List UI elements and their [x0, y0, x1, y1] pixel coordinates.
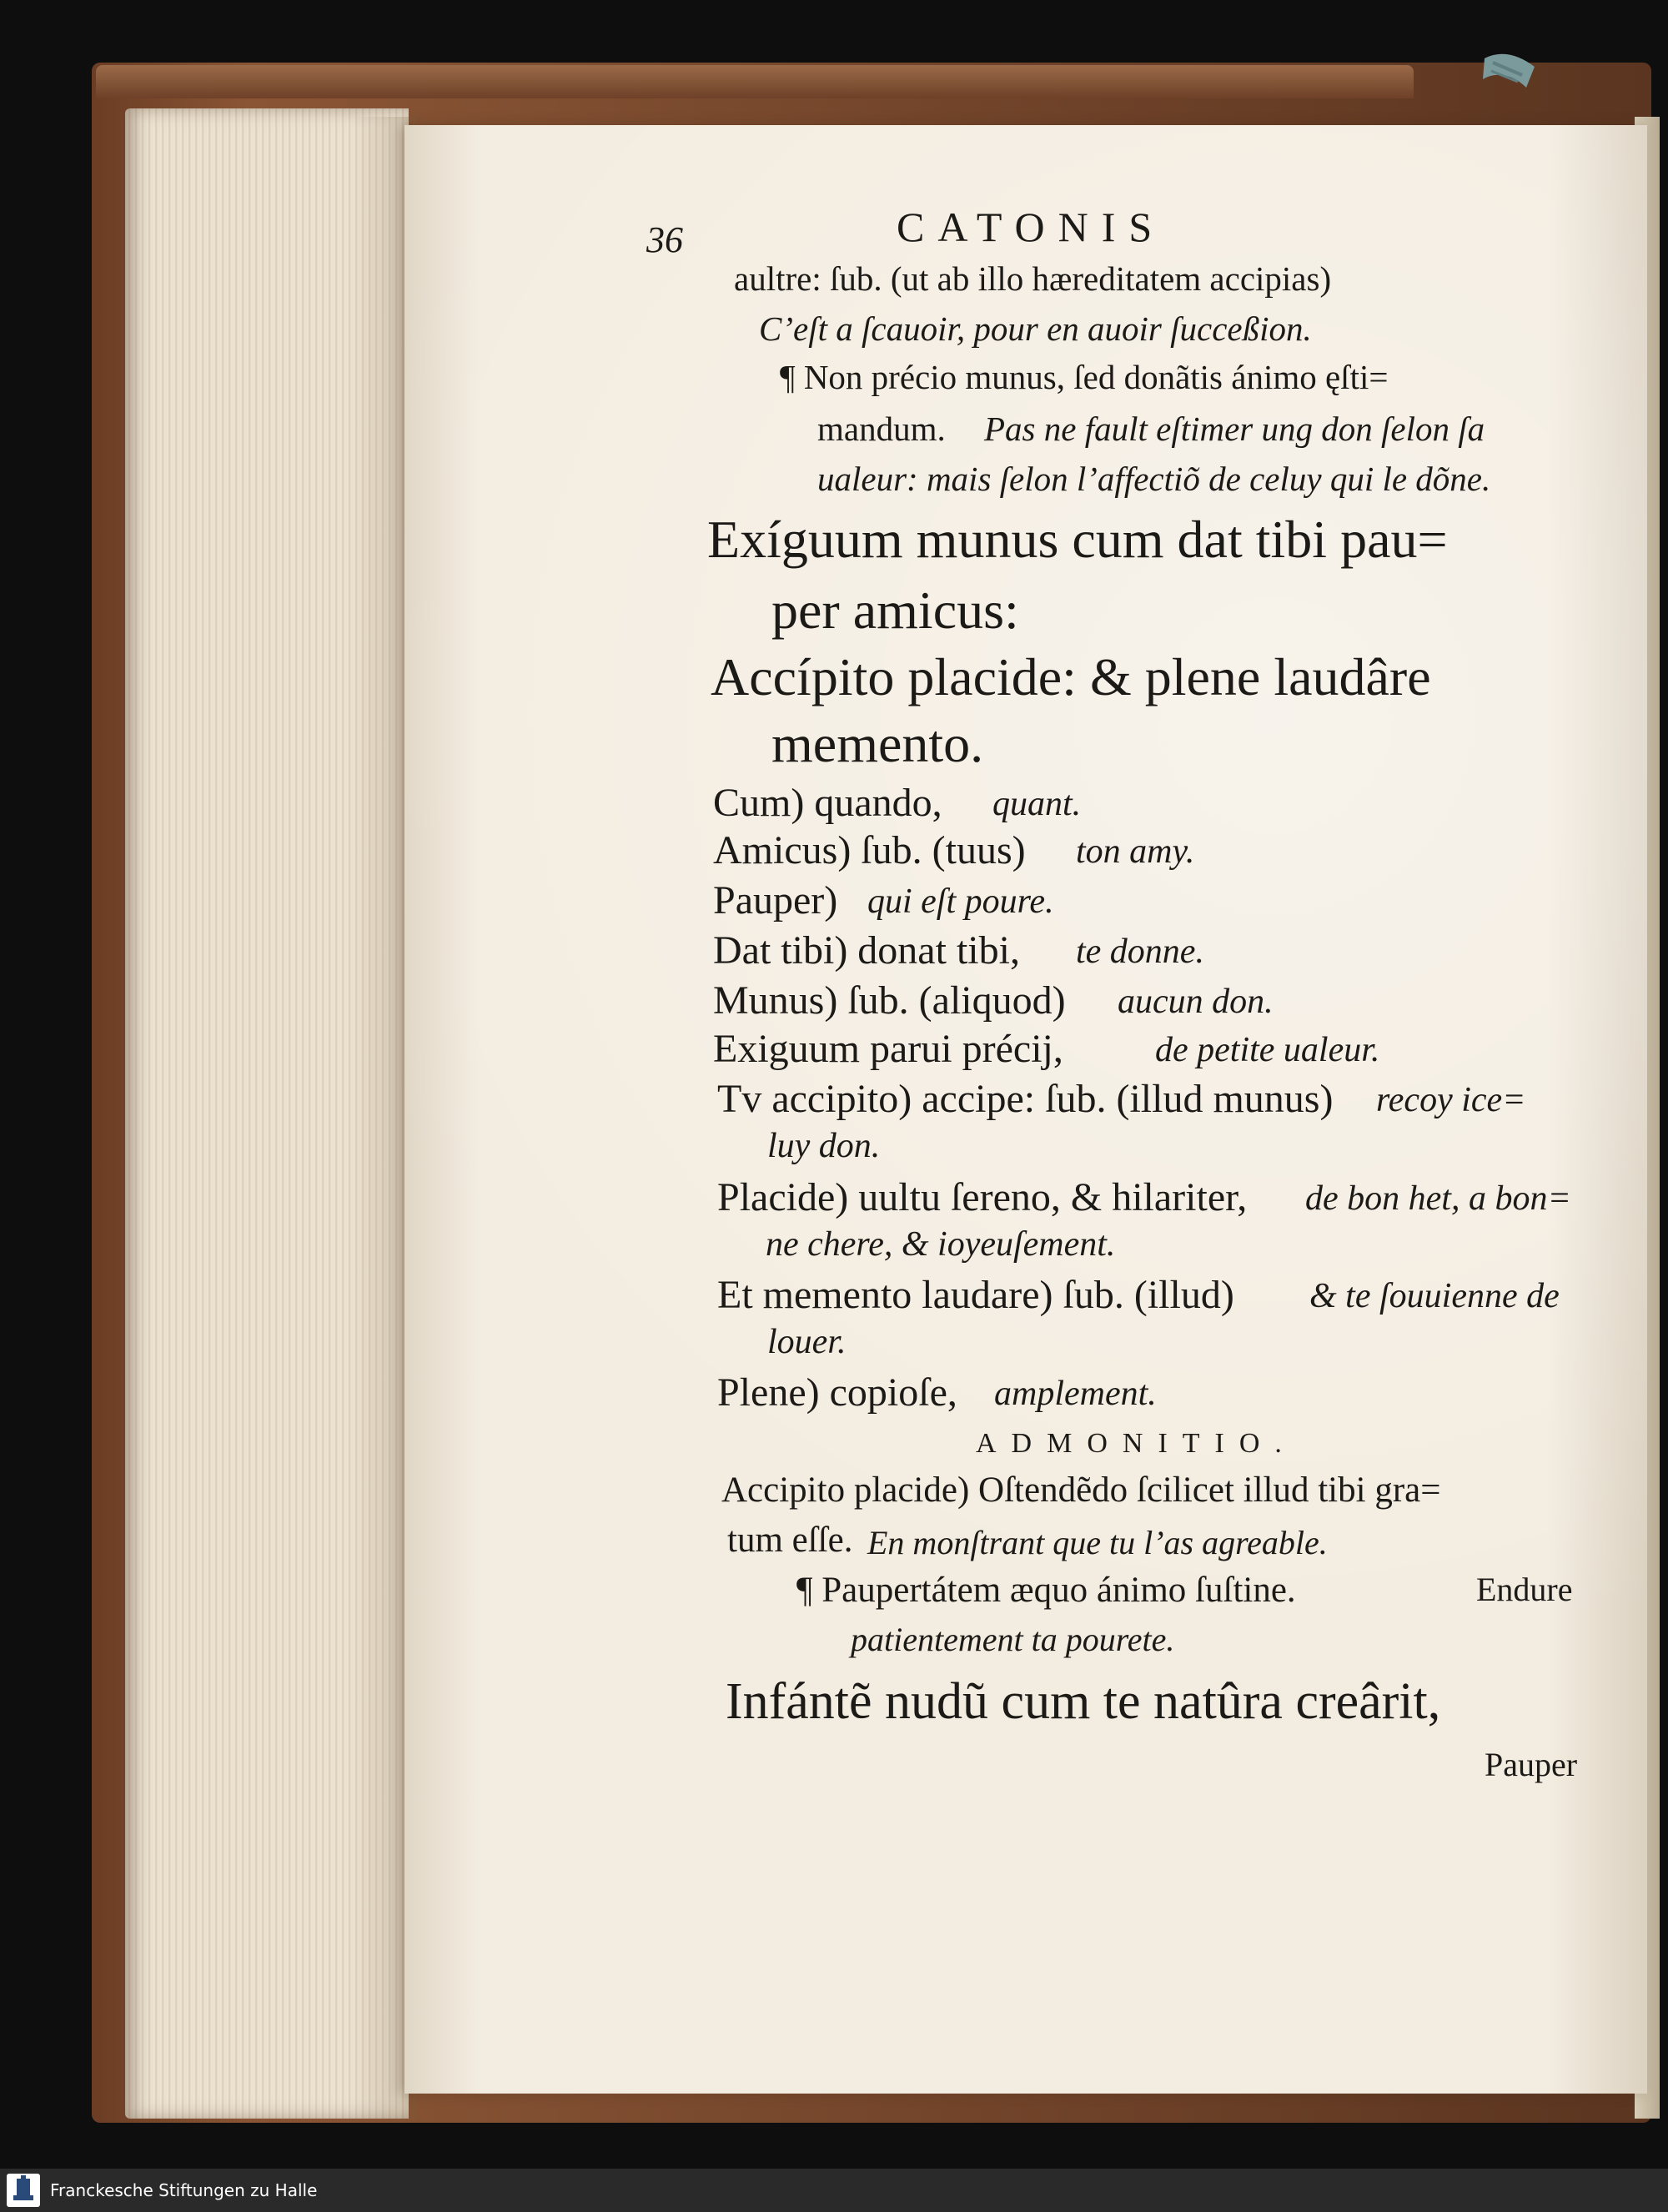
- footer-bar: [0, 2169, 1668, 2212]
- footer-institution: Franckesche Stiftungen zu Halle: [50, 2180, 318, 2200]
- gloss-translation: recoy ice=: [1376, 1081, 1526, 1119]
- book-board-top: [96, 65, 1414, 98]
- gloss-line: Et memento laudare) ſub. (illud): [717, 1273, 1234, 1317]
- catchword: Pauper: [1485, 1746, 1578, 1783]
- text-line: Accipito placide) Oſtendẽdo ſcilicet illud tibi gra=: [721, 1470, 1441, 1510]
- institution-logo-icon: [7, 2174, 40, 2207]
- text-line: aultre: ſub. (ut ab illo hæreditatem accipias): [734, 259, 1332, 298]
- verse-line: memento.: [771, 714, 984, 773]
- text-line: En monſtrant que tu l’as agreable.: [867, 1524, 1328, 1561]
- gloss-line: Dat tibi) donat tibi,: [713, 928, 1020, 973]
- gloss-line: Pauper): [713, 878, 838, 923]
- verse-line: Infántẽ nudũ cum te natûra creârit,: [726, 1673, 1441, 1730]
- gloss-line: Amicus) ſub. (tuus): [713, 828, 1026, 872]
- page-number: 36: [646, 219, 683, 260]
- text-line: tum eſſe.: [727, 1521, 853, 1560]
- text-line: patientement ta pourete.: [851, 1621, 1175, 1658]
- text-line: Endure: [1476, 1571, 1573, 1608]
- verse-line: Accípito placide: & plene laudâre: [711, 647, 1431, 706]
- gloss-line: Tv accipito) accipe: ſub. (illud munus): [717, 1077, 1334, 1121]
- text-line: ¶ Non précio munus, ſed donãtis ánimo ęſti=: [780, 358, 1389, 396]
- gloss-line: Munus) ſub. (aliquod): [713, 978, 1066, 1023]
- verse-line: per amicus:: [771, 581, 1019, 640]
- bookmark-ribbon-icon: [1476, 50, 1543, 108]
- gloss-translation: ton amy.: [1076, 832, 1195, 871]
- gloss-translation: luy don.: [767, 1127, 881, 1165]
- gloss-translation: ne chere, & ioyeuſement.: [766, 1225, 1116, 1264]
- gloss-translation: louer.: [767, 1323, 847, 1361]
- running-title: CATONIS: [897, 204, 1166, 250]
- gloss-translation: de petite ualeur.: [1155, 1031, 1380, 1069]
- gloss-line: Placide) uultu ſereno, & hilariter,: [717, 1175, 1248, 1219]
- gloss-line: Exiguum parui précij,: [713, 1027, 1063, 1071]
- gloss-translation: & te ſouuienne de: [1309, 1277, 1560, 1315]
- gloss-translation: quant.: [992, 785, 1082, 823]
- text-line: Pas ne fault eſtimer ung don ſelon ſa: [984, 410, 1485, 448]
- section-heading: ADMONITIO.: [976, 1428, 1297, 1459]
- gloss-translation: de bon het, a bon=: [1305, 1179, 1571, 1218]
- gloss-translation: amplement.: [994, 1375, 1157, 1413]
- gloss-line: Plene) copioſe,: [717, 1370, 957, 1415]
- gloss-translation: te donne.: [1076, 933, 1204, 971]
- gloss-line: Cum) quando,: [713, 781, 942, 825]
- text-line: ¶ Paupertátem æquo ánimo ſuſtine.: [796, 1571, 1296, 1610]
- text-line: C’eſt a ſcauoir, pour en auoir ſucceßion.: [759, 309, 1312, 348]
- verse-line: Exíguum munus cum dat tibi pau=: [707, 510, 1448, 569]
- text-line: mandum.: [817, 410, 946, 448]
- gloss-translation: qui eſt poure.: [867, 882, 1054, 921]
- gloss-translation: aucun don.: [1118, 983, 1274, 1021]
- text-line: ualeur: mais ſelon l’affectiõ de celuy qui le dõne.: [817, 460, 1491, 498]
